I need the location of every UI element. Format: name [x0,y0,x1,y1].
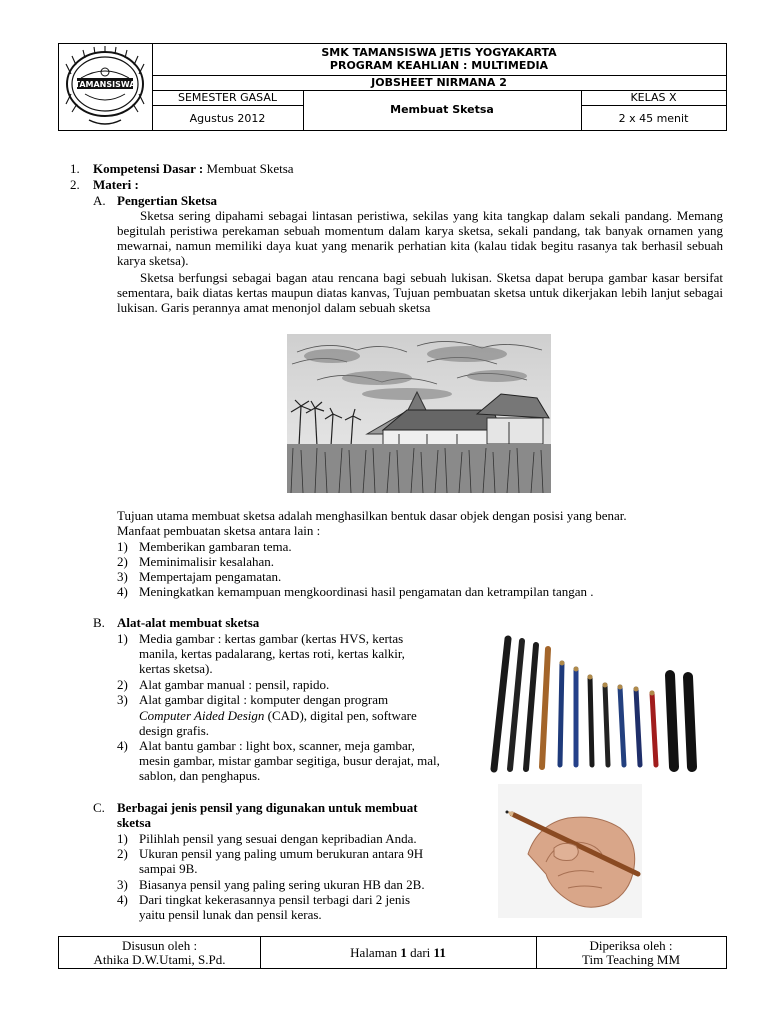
part-c-title-line-1: Berbagai jenis pensil yang digunakan untuk membuat [117,800,418,815]
pensil-4-number: 4) [117,892,128,907]
part-a-tujuan: Tujuan utama membuat sketsa adalah menghasilkan bentuk dasar objek dengan posisi yang benar. [117,508,627,523]
semester-label: SEMESTER GASAL [177,91,278,104]
part-c-letter: C. [93,800,105,815]
pensil-2-line-1: Ukuran pensil yang paling umum berukuran antara 9H [139,846,424,861]
alat-1-line-1: Media gambar : kertas gambar (kertas HVS, kertas [139,631,404,646]
section-2-number: 2. [70,177,80,192]
manfaat-4-text: Meningkatkan kemampuan mengkoordinasi hasil pengamatan dan ketrampilan tangan . [139,584,594,599]
alat-1-line-2: manila, kertas padalarang, kertas roti, kertas kalkir, [139,646,405,661]
diperiksa-label: Diperiksa oleh : [589,938,673,953]
halaman-prefix: Halaman [350,945,401,960]
part-a-paragraph-1: Sketsa sering dipahami sebagai lintasan peristiwa, sekilas yang kita tangkap dalam sekali pandang. Memang begitulah peristiwa perekaman sebuah momentum dalam karya sketsa, sekali pandang, tak banyak ornamen yang mewarnai, namun memiliki daya kuat yang menarik perhatian kita (kalau tidak begitu rasanya tak berhasil sebuah karya sketsa). [117,208,723,268]
section-1 [93,161,294,176]
section-2-label: Materi : [93,177,139,192]
pensil-4-line-2: yaitu pensil lunak dan pensil keras. [139,907,322,922]
section-1-label: Kompetensi Dasar : [93,161,204,176]
program-name: PROGRAM KEAHLIAN : MULTIMEDIA [329,59,549,72]
alat-3-number: 3) [117,692,128,707]
pensil-3-number: 3) [117,877,128,892]
school-logo [59,44,152,130]
pensil-2-number: 2) [117,846,128,861]
manfaat-3-text: Mempertajam pengamatan. [139,569,282,584]
manfaat-1-text: Memberikan gambaran tema. [139,539,292,554]
alat-3-line-1: Alat gambar digital : komputer dengan program [139,692,389,707]
manfaat-2-text: Meminimalisir kesalahan. [139,554,275,569]
footer-author-cell [59,937,260,968]
school-name: SMK TAMANSISWA JETIS YOGYAKARTA [321,46,557,59]
part-a-letter: A. [93,193,106,208]
jobsheet-title: JOBSHEET NIRMANA 2 [152,75,726,90]
alat-3-line-3: design grafis. [139,723,210,738]
halaman-mid: dari [406,945,434,960]
manfaat-4-number: 4) [117,584,128,599]
part-c-title-line-2: sketsa [117,815,151,830]
footer-reviewer-cell [536,937,726,968]
alat-1-number: 1) [117,631,128,646]
alat-4-number: 4) [117,738,128,753]
alat-4-line-2: mesin gambar, mistar gambar segitiga, busur derajat, mal, [139,753,440,768]
cad-term: Computer Aided Design [139,708,265,723]
part-a-title: Pengertian Sketsa [117,193,218,208]
disusun-label: Disusun oleh : [121,938,198,953]
pencils-image [480,631,704,778]
manfaat-1-number: 1) [117,539,128,554]
pensil-1-line-1: Pilihlah pensil yang sesuai dengan kepribadian Anda. [139,831,417,846]
hand-drawing-image [498,784,642,918]
diperiksa-name: Tim Teaching MM [581,952,681,967]
landscape-sketch-image [287,334,551,493]
part-b-letter: B. [93,615,105,630]
alat-1-line-3: kertas sketsa). [139,661,213,676]
header-info-grid [152,90,726,130]
alat-3-line-2 [139,708,417,723]
logo-cell [59,44,153,130]
alat-3-line-2-rest: (CAD), digital pen, software [264,708,417,723]
disusun-name: Athika D.W.Utami, S.Pd. [93,952,226,967]
logo-text: TAMANSISWA [74,80,136,89]
pensil-4-line-1: Dari tingkat kekerasannya pensil terbagi dari 2 jenis [139,892,411,907]
part-a-paragraph-2: Sketsa berfungsi sebagai bagan atau rencana bagi sebuah lukisan. Sketsa dapat berupa gambar kasar bersifat sementara, baik diatas kertas maupun diatas kanvas, Tujuan pembuatan sketsa untuk dikerjakan lebih lanjut sebagai lukisan. Garis perannya amat menonjol dalam sebuah sketsa [117,270,723,315]
header-table [58,43,727,131]
alat-4-line-3: sablon, dan penghapus. [139,768,261,783]
alat-4-line-1: Alat bantu gambar : light box, scanner, meja gambar, [139,738,415,753]
section-1-value: Membuat Sketsa [203,161,294,176]
manfaat-3-number: 3) [117,569,128,584]
duration-label: 2 x 45 menit [618,112,689,125]
footer-page-cell [260,937,536,968]
pensil-2-line-2: sampai 9B. [139,861,198,876]
halaman-current: 1 [400,945,407,960]
halaman-total: 11 [433,945,446,960]
alat-2-number: 2) [117,677,128,692]
manfaat-2-number: 2) [117,554,128,569]
kelas-label: KELAS X [630,91,677,104]
part-a-manfaat-intro: Manfaat pembuatan sketsa antara lain : [117,523,321,538]
pensil-3-line-1: Biasanya pensil yang paling sering ukuran HB dan 2B. [139,877,425,892]
section-1-number: 1. [70,161,80,176]
date-label: Agustus 2012 [189,112,266,125]
topic-label: Membuat Sketsa [390,103,494,116]
alat-2-line-1: Alat gambar manual : pensil, rapido. [139,677,330,692]
part-b-title: Alat-alat membuat sketsa [117,615,260,630]
pensil-1-number: 1) [117,831,128,846]
footer-table [58,936,727,969]
